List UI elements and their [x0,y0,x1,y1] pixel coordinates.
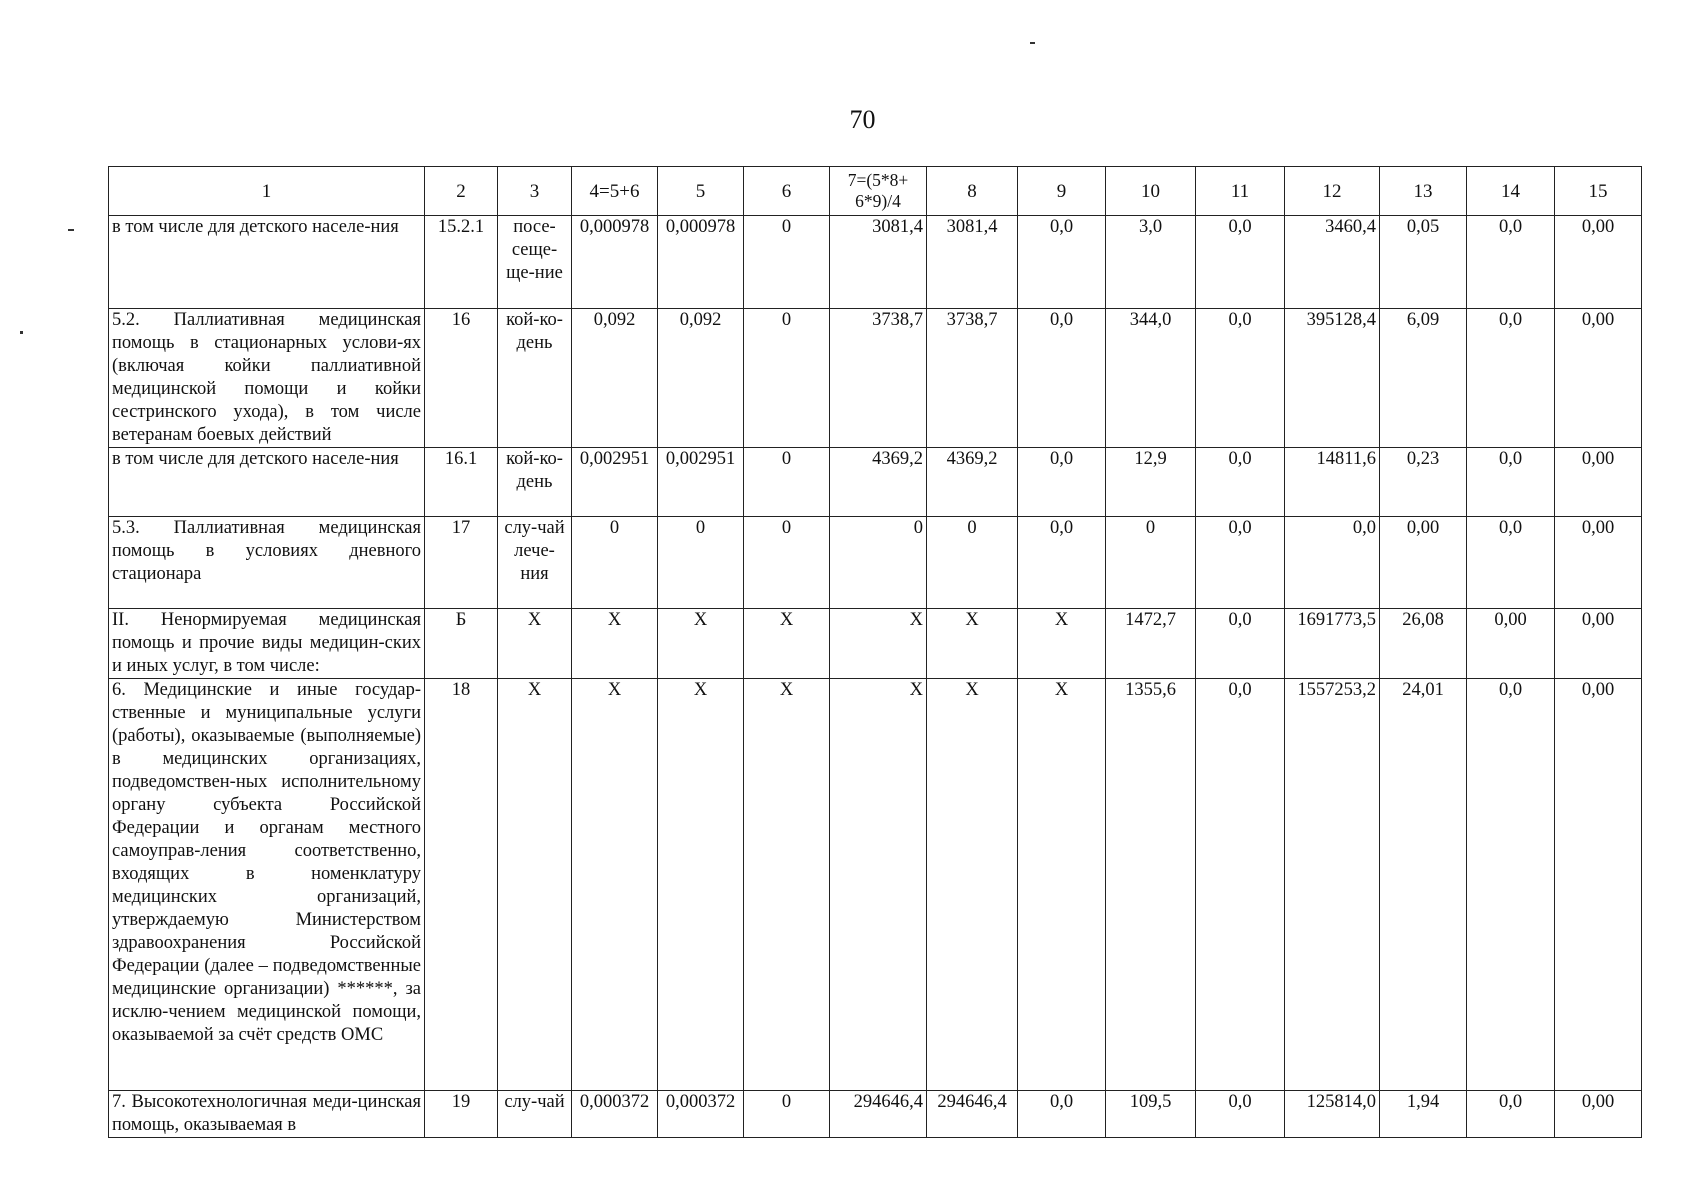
cell-col-4: X [572,679,658,1091]
cell-col-14: 0,0 [1467,216,1555,309]
column-header: 7=(5*8+ 6*9)/4 [830,167,927,216]
row-code: 18 [425,679,498,1091]
cell-col-8: 3081,4 [927,216,1018,309]
cell-col-8: 294646,4 [927,1091,1018,1138]
cell-col-12: 395128,4 [1285,309,1380,448]
cell-col-13: 1,94 [1380,1091,1467,1138]
cell-col-15: 0,00 [1555,309,1642,448]
cell-col-15: 0,00 [1555,679,1642,1091]
row-unit: кой-ко-день [498,448,572,517]
cell-col-15: 0,00 [1555,609,1642,679]
cell-col-6: X [744,679,830,1091]
column-header: 15 [1555,167,1642,216]
cell-col-12: 1557253,2 [1285,679,1380,1091]
row-code: 16 [425,309,498,448]
cell-col-15: 0,00 [1555,448,1642,517]
cell-col-6: 0 [744,448,830,517]
cell-col-11: 0,0 [1196,609,1285,679]
cell-col-7: 4369,2 [830,448,927,517]
row-name: 5.2. Паллиативная медицинская помощь в стационарных услови-ях (включая койки паллиативной медицинской помощи и койки сестринского ухода), в том числе ветеранам боевых действий [109,309,425,448]
column-header: 13 [1380,167,1467,216]
row-code: Б [425,609,498,679]
cell-col-4: 0 [572,517,658,609]
row-name: 5.3. Паллиативная медицинская помощь в условиях дневного стационара [109,517,425,609]
cell-col-15: 0,00 [1555,216,1642,309]
column-header: 10 [1106,167,1196,216]
cell-col-5: 0,002951 [658,448,744,517]
cell-col-14: 0,0 [1467,1091,1555,1138]
row-unit: слу-чай [498,1091,572,1138]
cell-col-7: 0 [830,517,927,609]
cell-col-10: 109,5 [1106,1091,1196,1138]
table-row [109,216,1642,309]
cell-col-4: 0,002951 [572,448,658,517]
column-header: 2 [425,167,498,216]
cell-col-6: X [744,609,830,679]
scan-speck [20,331,23,334]
cell-col-9: 0,0 [1018,517,1106,609]
cell-col-14: 0,0 [1467,448,1555,517]
cell-col-10: 1355,6 [1106,679,1196,1091]
cell-col-4: X [572,609,658,679]
cell-col-9: 0,0 [1018,216,1106,309]
cell-col-8: 3738,7 [927,309,1018,448]
cell-col-11: 0,0 [1196,679,1285,1091]
row-code: 15.2.1 [425,216,498,309]
cell-col-7: X [830,609,927,679]
cell-col-11: 0,0 [1196,1091,1285,1138]
cell-col-13: 6,09 [1380,309,1467,448]
cell-col-14: 0,0 [1467,517,1555,609]
column-header: 3 [498,167,572,216]
cell-col-5: X [658,679,744,1091]
cell-col-5: 0,000978 [658,216,744,309]
cell-col-13: 0,23 [1380,448,1467,517]
cell-col-10: 344,0 [1106,309,1196,448]
cell-col-14: 0,0 [1467,679,1555,1091]
row-name: 6. Медицинские и иные государ-ственные и муниципальные услуги (работы), оказываемые (выполняемые) в медицинских организациях, подведомствен-ных исполнительному органу субъекта Российской Федерации и органам местного самоуправ-ления соответственно, входящих в номенклатуру медицинских организаций, утверждаемую Министерством здравоохранения Российской Федерации (далее – подведомственные медицинские организации) ******, за исклю-чением медицинской помощи, оказываемой за счёт средств ОМС [109,679,425,1091]
row-unit: слу-чай лече-ния [498,517,572,609]
row-name: в том числе для детского населе-ния [109,216,425,309]
row-name: в том числе для детского населе-ния [109,448,425,517]
cell-col-10: 12,9 [1106,448,1196,517]
cell-col-9: 0,0 [1018,448,1106,517]
table-row [109,1091,1642,1138]
cell-col-14: 0,0 [1467,309,1555,448]
cell-col-12: 1691773,5 [1285,609,1380,679]
cell-col-5: 0,000372 [658,1091,744,1138]
cell-col-5: 0,092 [658,309,744,448]
cell-col-7: 3081,4 [830,216,927,309]
cell-col-13: 0,05 [1380,216,1467,309]
cell-col-15: 0,00 [1555,1091,1642,1138]
cell-col-8: 4369,2 [927,448,1018,517]
cell-col-10: 3,0 [1106,216,1196,309]
cell-col-9: X [1018,609,1106,679]
cell-col-13: 24,01 [1380,679,1467,1091]
table-row [109,517,1642,609]
row-code: 16.1 [425,448,498,517]
row-code: 19 [425,1091,498,1138]
cell-col-12: 3460,4 [1285,216,1380,309]
scan-speck [1030,42,1035,44]
scan-speck [68,229,74,231]
cell-col-10: 1472,7 [1106,609,1196,679]
cell-col-4: 0,000372 [572,1091,658,1138]
table-row [109,448,1642,517]
column-header: 12 [1285,167,1380,216]
cell-col-10: 0 [1106,517,1196,609]
cell-col-15: 0,00 [1555,517,1642,609]
cell-col-9: X [1018,679,1106,1091]
row-name: II. Ненормируемая медицинская помощь и прочие виды медицин-ских и иных услуг, в том числе: [109,609,425,679]
cell-col-6: 0 [744,1091,830,1138]
cell-col-8: 0 [927,517,1018,609]
row-unit: X [498,679,572,1091]
table-header-row [109,167,1642,216]
cell-col-7: X [830,679,927,1091]
cell-col-11: 0,0 [1196,309,1285,448]
page-number: 70 [849,105,876,134]
column-header: 1 [109,167,425,216]
row-unit: посе-сеще-ще-ние [498,216,572,309]
cell-col-5: X [658,609,744,679]
cell-col-12: 14811,6 [1285,448,1380,517]
table-row [109,679,1642,1091]
row-unit: X [498,609,572,679]
cell-col-5: 0 [658,517,744,609]
cell-col-6: 0 [744,309,830,448]
cell-col-7: 3738,7 [830,309,927,448]
row-unit: кой-ко-день [498,309,572,448]
cell-col-9: 0,0 [1018,1091,1106,1138]
cell-col-12: 125814,0 [1285,1091,1380,1138]
cell-col-6: 0 [744,216,830,309]
column-header: 14 [1467,167,1555,216]
cell-col-8: X [927,609,1018,679]
cell-col-14: 0,00 [1467,609,1555,679]
cell-col-7: 294646,4 [830,1091,927,1138]
cell-col-11: 0,0 [1196,216,1285,309]
cell-col-8: X [927,679,1018,1091]
budget-table [108,166,1642,1138]
cell-col-12: 0,0 [1285,517,1380,609]
cell-col-4: 0,000978 [572,216,658,309]
cell-col-9: 0,0 [1018,309,1106,448]
row-name: 7. Высокотехнологичная меди-цинская помощь, оказываемая в [109,1091,425,1138]
table-row [109,309,1642,448]
column-header: 8 [927,167,1018,216]
cell-col-4: 0,092 [572,309,658,448]
column-header: 5 [658,167,744,216]
cell-col-6: 0 [744,517,830,609]
cell-col-11: 0,0 [1196,517,1285,609]
cell-col-13: 0,00 [1380,517,1467,609]
column-header: 4=5+6 [572,167,658,216]
cell-col-13: 26,08 [1380,609,1467,679]
row-code: 17 [425,517,498,609]
column-header: 6 [744,167,830,216]
column-header: 9 [1018,167,1106,216]
column-header: 11 [1196,167,1285,216]
cell-col-11: 0,0 [1196,448,1285,517]
table-row [109,609,1642,679]
